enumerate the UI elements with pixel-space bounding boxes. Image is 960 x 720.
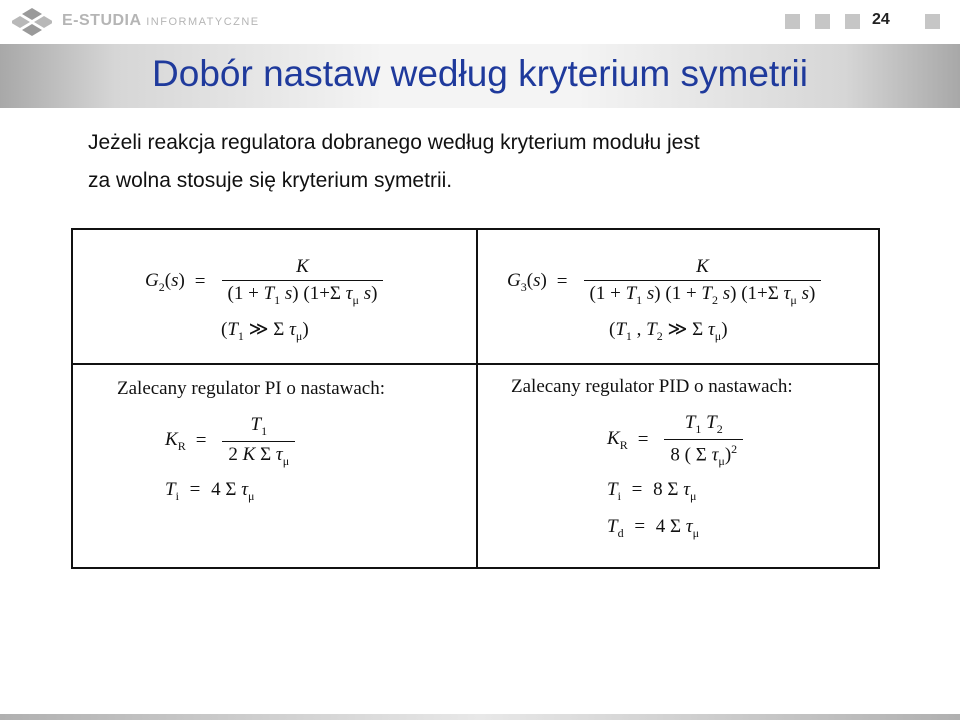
table-divider-vertical xyxy=(476,230,478,567)
header-square-4 xyxy=(925,14,940,29)
criteria-table xyxy=(71,228,880,569)
brand-main: E-STUDIA xyxy=(62,12,142,29)
slide-header xyxy=(0,0,960,44)
table-divider-horizontal xyxy=(73,363,878,365)
g2-formula: $G_2(s)$ = $\frac{K}{(1 + T_1 s) (1+\Sigma \tau_\mu s)}$ ($T_1$ ≫ Σ $\tau_\mu$) xyxy=(145,256,389,344)
page-number: 24 xyxy=(872,11,890,28)
header-square-1 xyxy=(785,14,800,29)
pi-settings: Zalecany regulator PI o nastawach: $K_R$ = $\frac{T_1}{2 K \Sigma \tau_\mu}$ $T_i = 4$ Σ $\tau_\mu$ xyxy=(117,378,385,503)
e-studia-logo-icon xyxy=(12,6,52,38)
header-square-3 xyxy=(845,14,860,29)
g3-formula: $G_3(s)$ = $\frac{K}{(1 + T_1 s) (1 + T_2 s) (1+\Sigma \tau_\mu s)}$ ($T_1$ , $T_2$ ≫ Σ $\tau_\mu$) xyxy=(507,256,827,344)
brand-sub: INFORMATYCZNE xyxy=(146,16,260,28)
slide-footer-bar xyxy=(0,714,960,720)
pid-settings: Zalecany regulator PID o nastawach: $K_R$ = $\frac{T_1 T_2}{8 ( \Sigma \tau_\mu)^2}$ $T_i = 8$ Σ $\tau_\mu$ $T_d = 4$ Σ $\tau_\mu$ xyxy=(511,376,793,540)
brand-name xyxy=(62,12,260,30)
intro-text xyxy=(88,124,908,200)
intro-line-2: za wolna stosuje się kryterium symetrii. xyxy=(88,169,453,192)
slide-title: Dobór nastaw według kryterium symetrii xyxy=(152,53,808,94)
header-square-2 xyxy=(815,14,830,29)
pi-heading: Zalecany regulator PI o nastawach: xyxy=(117,378,385,399)
intro-line-1: Jeżeli reakcja regulatora dobranego według kryterium modułu jest xyxy=(88,131,700,154)
pid-heading: Zalecany regulator PID o nastawach: xyxy=(511,376,793,397)
